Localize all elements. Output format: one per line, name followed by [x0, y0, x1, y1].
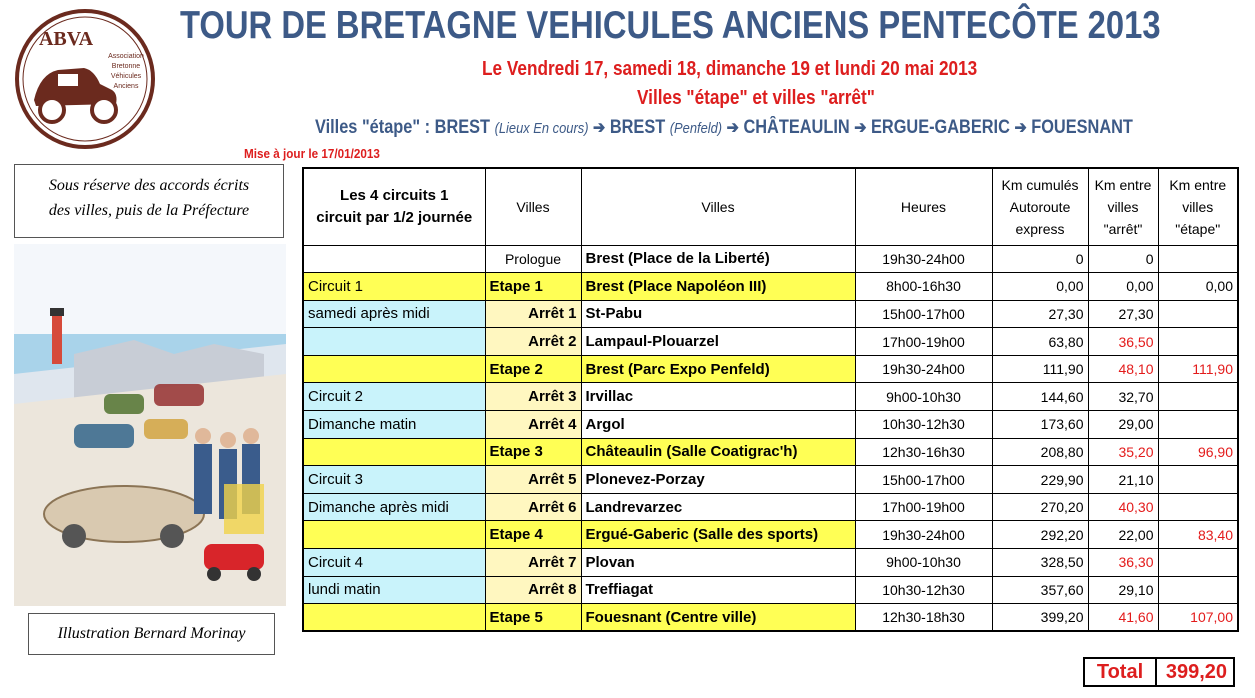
heures-cell: 9h00-10h30	[855, 383, 992, 411]
route-note-1: (Lieux En cours)	[494, 120, 589, 137]
km-arret-cell: 36,30	[1088, 549, 1158, 577]
km-arret-cell: 27,30	[1088, 300, 1158, 328]
header-villes-type: Villes	[485, 168, 581, 245]
header-circuits: Les 4 circuits 1 circuit par 1/2 journée	[303, 168, 485, 245]
ville-type-cell: Prologue	[485, 245, 581, 273]
km-arret-cell: 0	[1088, 245, 1158, 273]
table-row	[303, 493, 1238, 521]
circuit-cell	[303, 521, 485, 549]
km-arret-cell: 32,70	[1088, 383, 1158, 411]
arrow-right-icon: ➔	[593, 118, 606, 137]
header-km-etape: Km entre villes "étape"	[1158, 168, 1238, 245]
heures-cell: 19h30-24h00	[855, 245, 992, 273]
table-row	[303, 604, 1238, 632]
heures-cell: 8h00-16h30	[855, 273, 992, 301]
km-cumul-cell: 399,20	[992, 604, 1088, 632]
table-row	[303, 328, 1238, 356]
km-etape-cell	[1158, 466, 1238, 494]
table-row	[303, 411, 1238, 439]
villes-subtitle: Villes "étape" et villes "arrêt"	[637, 87, 875, 109]
km-cumul-cell: 144,60	[992, 383, 1088, 411]
km-arret-cell: 22,00	[1088, 521, 1158, 549]
circuit-cell: lundi matin	[303, 576, 485, 604]
route-note-2: (Penfeld)	[669, 120, 723, 137]
heures-cell: 17h00-19h00	[855, 328, 992, 356]
ville-name-cell: Argol	[581, 411, 855, 439]
total-value: 399,20	[1165, 661, 1227, 683]
ville-name-cell: Brest (Place de la Liberté)	[581, 245, 855, 273]
km-etape-cell: 107,00	[1158, 604, 1238, 632]
table-row	[303, 273, 1238, 301]
route-line	[315, 117, 1133, 139]
ville-type-cell: Arrêt 5	[485, 466, 581, 494]
circuit-cell	[303, 438, 485, 466]
ville-type-cell: Arrêt 2	[485, 328, 581, 356]
route-city-chateaulin: CHÂTEAULIN	[743, 117, 850, 138]
km-cumul-cell: 173,60	[992, 411, 1088, 439]
circuit-cell: Circuit 4	[303, 549, 485, 577]
km-etape-cell	[1158, 549, 1238, 577]
total-box	[1083, 657, 1235, 687]
circuit-cell	[303, 328, 485, 356]
illustration-credit: Illustration Bernard Morinay	[28, 613, 275, 655]
km-etape-cell	[1158, 300, 1238, 328]
km-cumul-cell: 229,90	[992, 466, 1088, 494]
heures-cell: 19h30-24h00	[855, 521, 992, 549]
page-title: TOUR DE BRETAGNE VEHICULES ANCIENS PENTECÔTE 2013	[180, 4, 1161, 47]
heures-cell: 17h00-19h00	[855, 493, 992, 521]
table-row	[303, 576, 1238, 604]
route-label: Villes "étape" : BREST	[315, 117, 491, 138]
km-etape-cell: 83,40	[1158, 521, 1238, 549]
ville-name-cell: Brest (Place Napoléon III)	[581, 273, 855, 301]
header-heures: Heures	[855, 168, 992, 245]
ville-name-cell: St-Pabu	[581, 300, 855, 328]
total-label: Total	[1085, 659, 1157, 685]
logo-line-2: Bretonne	[111, 63, 141, 70]
arrow-right-icon: ➔	[1014, 118, 1027, 137]
ville-name-cell: Fouesnant (Centre ville)	[581, 604, 855, 632]
circuit-cell: Dimanche après midi	[303, 493, 485, 521]
heures-cell: 15h00-17h00	[855, 300, 992, 328]
km-etape-cell	[1158, 328, 1238, 356]
km-cumul-cell: 111,90	[992, 355, 1088, 383]
circuit-cell: Circuit 3	[303, 466, 485, 494]
table-row	[303, 383, 1238, 411]
table-row	[303, 521, 1238, 549]
ville-name-cell: Landrevarzec	[581, 493, 855, 521]
km-cumul-cell: 63,80	[992, 328, 1088, 356]
ville-name-cell: Ergué-Gaberic (Salle des sports)	[581, 521, 855, 549]
km-etape-cell: 0,00	[1158, 273, 1238, 301]
km-etape-cell: 111,90	[1158, 355, 1238, 383]
ville-name-cell: Treffiagat	[581, 576, 855, 604]
route-city-ergue-gaberic: ERGUE-GABERIC	[871, 117, 1010, 138]
circuit-cell: Circuit 1	[303, 273, 485, 301]
km-etape-cell: 96,90	[1158, 438, 1238, 466]
km-etape-cell	[1158, 383, 1238, 411]
ville-name-cell: Lampaul-Plouarzel	[581, 328, 855, 356]
km-cumul-cell: 27,30	[992, 300, 1088, 328]
table-row	[303, 549, 1238, 577]
table-row	[303, 438, 1238, 466]
logo-line-3: Véhicules	[110, 73, 142, 80]
ville-type-cell: Arrêt 3	[485, 383, 581, 411]
km-cumul-cell: 0,00	[992, 273, 1088, 301]
ville-name-cell: Plovan	[581, 549, 855, 577]
circuit-cell: Dimanche matin	[303, 411, 485, 439]
heures-cell: 10h30-12h30	[855, 576, 992, 604]
header-villes: Villes	[581, 168, 855, 245]
circuit-cell: Circuit 2	[303, 383, 485, 411]
heures-cell: 12h30-16h30	[855, 438, 992, 466]
abva-logo	[14, 8, 156, 150]
arrow-right-icon: ➔	[854, 118, 867, 137]
km-arret-cell: 48,10	[1088, 355, 1158, 383]
dates-subtitle: Le Vendredi 17, samedi 18, dimanche 19 et lundi 20 mai 2013	[482, 58, 978, 80]
km-arret-cell: 36,50	[1088, 328, 1158, 356]
heures-cell: 10h30-12h30	[855, 411, 992, 439]
km-arret-cell: 40,30	[1088, 493, 1158, 521]
circuit-cell	[303, 604, 485, 632]
km-etape-cell	[1158, 245, 1238, 273]
header-km-arret: Km entre villes "arrêt"	[1088, 168, 1158, 245]
disclaimer-line-1: Sous réserve des accords écrits	[48, 177, 250, 194]
route-city-fouesnant: FOUESNANT	[1031, 117, 1133, 138]
km-etape-cell	[1158, 493, 1238, 521]
heures-cell: 12h30-18h30	[855, 604, 992, 632]
ville-type-cell: Arrêt 6	[485, 493, 581, 521]
ville-type-cell: Etape 2	[485, 355, 581, 383]
ville-name-cell: Plonevez-Porzay	[581, 466, 855, 494]
ville-type-cell: Etape 5	[485, 604, 581, 632]
km-arret-cell: 35,20	[1088, 438, 1158, 466]
schedule-table	[302, 167, 1239, 632]
km-arret-cell: 0,00	[1088, 273, 1158, 301]
circuit-cell	[303, 245, 485, 273]
ville-type-cell: Arrêt 7	[485, 549, 581, 577]
illustration-painting	[14, 244, 286, 606]
ville-type-cell: Etape 3	[485, 438, 581, 466]
disclaimer-box	[14, 164, 284, 238]
ville-type-cell: Arrêt 4	[485, 411, 581, 439]
km-arret-cell: 29,00	[1088, 411, 1158, 439]
update-date: Mise à jour le 17/01/2013	[244, 146, 380, 161]
ville-name-cell: Irvillac	[581, 383, 855, 411]
km-etape-cell	[1158, 576, 1238, 604]
arrow-right-icon: ➔	[726, 118, 739, 137]
table-row	[303, 300, 1238, 328]
ville-type-cell: Etape 1	[485, 273, 581, 301]
km-etape-cell	[1158, 411, 1238, 439]
km-cumul-cell: 0	[992, 245, 1088, 273]
ville-type-cell: Arrêt 1	[485, 300, 581, 328]
heures-cell: 9h00-10h30	[855, 549, 992, 577]
table-row	[303, 466, 1238, 494]
ville-type-cell: Arrêt 8	[485, 576, 581, 604]
ville-name-cell: Brest (Parc Expo Penfeld)	[581, 355, 855, 383]
circuit-cell: samedi après midi	[303, 300, 485, 328]
km-cumul-cell: 292,20	[992, 521, 1088, 549]
km-arret-cell: 41,60	[1088, 604, 1158, 632]
table-header-row	[303, 168, 1238, 245]
table-row	[303, 355, 1238, 383]
ville-type-cell: Etape 4	[485, 521, 581, 549]
table-row	[303, 245, 1238, 273]
circuit-cell	[303, 355, 485, 383]
logo-line-1: Association	[108, 53, 144, 60]
disclaimer-line-2: des villes, puis de la Préfecture	[48, 202, 250, 219]
km-arret-cell: 29,10	[1088, 576, 1158, 604]
km-cumul-cell: 357,60	[992, 576, 1088, 604]
km-cumul-cell: 270,20	[992, 493, 1088, 521]
header-km-cumules: Km cumulés Autoroute express	[992, 168, 1088, 245]
km-arret-cell: 21,10	[1088, 466, 1158, 494]
logo-text: ABVA	[38, 28, 94, 50]
logo-line-4: Anciens	[113, 83, 139, 90]
route-city-brest: BREST	[609, 117, 666, 138]
heures-cell: 19h30-24h00	[855, 355, 992, 383]
km-cumul-cell: 208,80	[992, 438, 1088, 466]
ville-name-cell: Châteaulin (Salle Coatigrac'h)	[581, 438, 855, 466]
heures-cell: 15h00-17h00	[855, 466, 992, 494]
km-cumul-cell: 328,50	[992, 549, 1088, 577]
